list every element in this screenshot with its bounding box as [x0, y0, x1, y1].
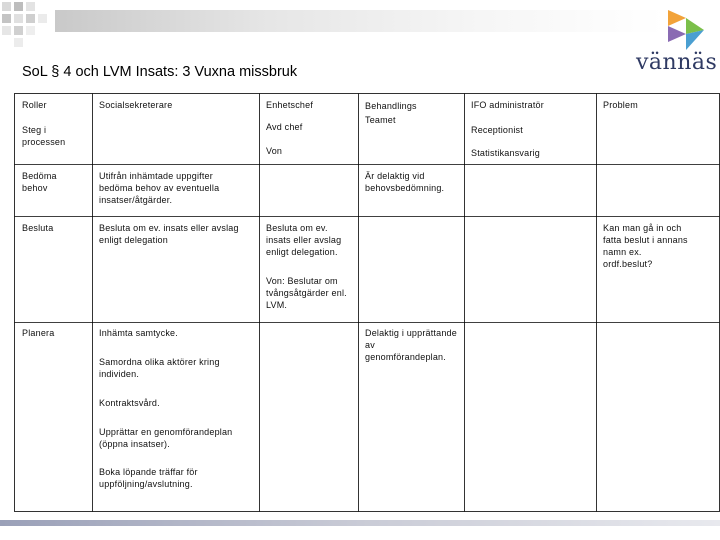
header-ifo-admin: IFO administratör: [471, 100, 544, 110]
header-statistikansvarig: Statistikansvarig: [471, 148, 540, 158]
cell-socialsekreterare: Inhämta samtycke.: [99, 328, 178, 338]
cell-socialsekreterare: Besluta om ev. insats eller avslag enligt delegation: [99, 223, 239, 245]
header-receptionist: Receptionist: [471, 125, 523, 135]
footer-band: [0, 520, 720, 526]
header-von: Von: [266, 146, 283, 156]
cell-problem: Kan man gå in och fatta beslut i annans namn ex. ordf.beslut?: [603, 223, 688, 269]
cell-socialsekreterare: Boka löpande träffar för uppföljning/avslutning.: [99, 467, 198, 489]
page-title: SoL § 4 och LVM Insats: 3 Vuxna missbruk: [22, 64, 298, 80]
cell-socialsekreterare: Upprättar en genomförandeplan (öppna insatser).: [99, 427, 233, 449]
header-roles: Roller: [22, 100, 47, 110]
cell-socialsekreterare: Kontraktsvård.: [99, 398, 160, 408]
step-bedoma-behov: Bedöma behov: [22, 171, 57, 193]
header-socialsekreterare: Socialsekreterare: [99, 100, 173, 110]
cell-enhetschef-von: Von: Beslutar om tvångsåtgärder enl. LVM.: [266, 276, 347, 310]
header-problem: Problem: [603, 100, 638, 110]
header-avd-chef: Avd chef: [266, 122, 303, 132]
cell-socialsekreterare: Utifrån inhämtade uppgifter bedöma behov av eventuella insatser/åtgärder.: [99, 171, 220, 205]
header-enhetschef: Enhetschef: [266, 100, 314, 110]
cell-behandlingsteamet: Är delaktig vid behovsbedömning.: [365, 171, 445, 193]
header-behandlingsteamet: Behandlings Teamet: [365, 101, 417, 125]
header-steps: Steg i processen: [22, 125, 66, 147]
step-besluta: Besluta: [22, 223, 54, 233]
step-planera: Planera: [22, 328, 55, 338]
cell-behandlingsteamet: Delaktig i upprättande av genomförandeplan.: [365, 328, 457, 362]
cell-socialsekreterare: Samordna olika aktörer kring individen.: [99, 357, 220, 379]
cell-enhetschef: Besluta om ev. insats eller avslag enligt delegation.: [266, 223, 342, 257]
logo-text: vännäs: [636, 50, 718, 75]
